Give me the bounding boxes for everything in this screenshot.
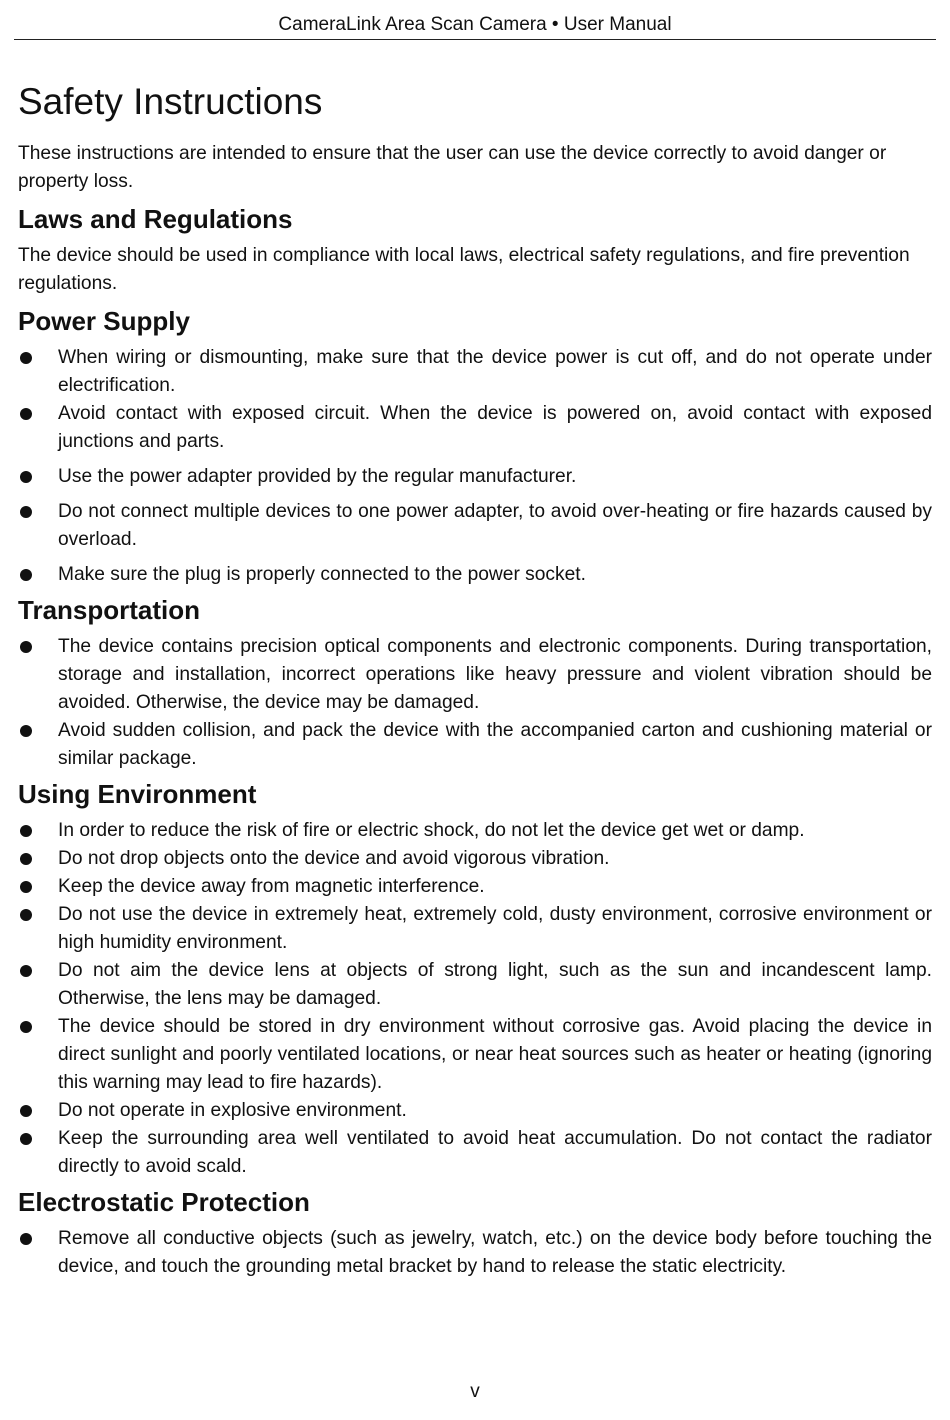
section-heading-using-environment: Using Environment bbox=[18, 779, 257, 809]
section-heading-power-supply: Power Supply bbox=[18, 306, 190, 336]
page-title: Safety Instructions bbox=[18, 81, 323, 122]
intro-paragraph: These instructions are intended to ensure that the user can use the device correctly to avoid danger or property loss. bbox=[18, 143, 887, 192]
bullet-icon bbox=[20, 1233, 32, 1245]
section-heading-transportation: Transportation bbox=[18, 595, 201, 625]
list-item: Do not connect multiple devices to one power adapter, to avoid over-heating or fire hazards caused by overload. bbox=[18, 498, 932, 554]
power-supply-list bbox=[18, 344, 932, 589]
list-item: Remove all conductive objects (such as jewelry, watch, etc.) on the device body before touching the device, and touch the grounding metal bracket by hand to release the static electricity. bbox=[18, 1225, 932, 1281]
list-item: Do not operate in explosive environment. bbox=[18, 1097, 932, 1125]
list-item: Avoid sudden collision, and pack the device with the accompanied carton and cushioning material or similar package. bbox=[18, 717, 932, 773]
bullet-icon bbox=[20, 725, 32, 737]
bullet-icon bbox=[20, 881, 32, 893]
list-item: Do not drop objects onto the device and avoid vigorous vibration. bbox=[18, 845, 932, 873]
section-heading-laws: Laws and Regulations bbox=[18, 204, 293, 234]
using-environment-list bbox=[18, 817, 932, 1181]
list-item: Do not aim the device lens at objects of strong light, such as the sun and incandescent lamp. Otherwise, the lens may be damaged. bbox=[18, 957, 932, 1013]
bullet-icon bbox=[20, 352, 32, 364]
electrostatic-protection-list bbox=[18, 1225, 932, 1281]
list-item: Avoid contact with exposed circuit. When the device is powered on, avoid contact with exposed junctions and parts. bbox=[18, 400, 932, 456]
laws-paragraph: The device should be used in compliance with local laws, electrical safety regulations, and fire prevention regulations. bbox=[18, 245, 910, 294]
bullet-icon bbox=[20, 641, 32, 653]
list-item: Keep the device away from magnetic interference. bbox=[18, 873, 932, 901]
list-item: Keep the surrounding area well ventilated to avoid heat accumulation. Do not contact the radiator directly to avoid scald. bbox=[18, 1125, 932, 1181]
list-item: The device should be stored in dry environment without corrosive gas. Avoid placing the device in direct sunlight and poorly ventilated locations, or near heat sources such as heater or heating (ignoring this warning may lead to fire hazards). bbox=[18, 1013, 932, 1097]
bullet-icon bbox=[20, 471, 32, 483]
page-number: v bbox=[470, 1381, 480, 1402]
list-item: Do not use the device in extremely heat, extremely cold, dusty environment, corrosive environment or high humidity environment. bbox=[18, 901, 932, 957]
list-item: In order to reduce the risk of fire or electric shock, do not let the device get wet or damp. bbox=[18, 817, 932, 845]
page-content bbox=[18, 76, 932, 1283]
list-item: When wiring or dismounting, make sure that the device power is cut off, and do not operate under electrification. bbox=[18, 344, 932, 400]
bullet-icon bbox=[20, 506, 32, 518]
list-item: Use the power adapter provided by the regular manufacturer. bbox=[18, 463, 932, 491]
bullet-icon bbox=[20, 408, 32, 420]
bullet-icon bbox=[20, 1105, 32, 1117]
bullet-icon bbox=[20, 1021, 32, 1033]
bullet-icon bbox=[20, 853, 32, 865]
bullet-icon bbox=[20, 1133, 32, 1145]
list-item: The device contains precision optical components and electronic components. During transportation, storage and installation, incorrect operations like heavy pressure and violent vibration should be avoided. Otherwise, the device may be damaged. bbox=[18, 633, 932, 717]
list-item: Make sure the plug is properly connected to the power socket. bbox=[18, 561, 932, 589]
transportation-list bbox=[18, 633, 932, 773]
bullet-icon bbox=[20, 825, 32, 837]
running-header: CameraLink Area Scan Camera • User Manual bbox=[14, 12, 936, 40]
section-heading-electrostatic-protection: Electrostatic Protection bbox=[18, 1187, 310, 1217]
bullet-icon bbox=[20, 965, 32, 977]
bullet-icon bbox=[20, 569, 32, 581]
bullet-icon bbox=[20, 909, 32, 921]
